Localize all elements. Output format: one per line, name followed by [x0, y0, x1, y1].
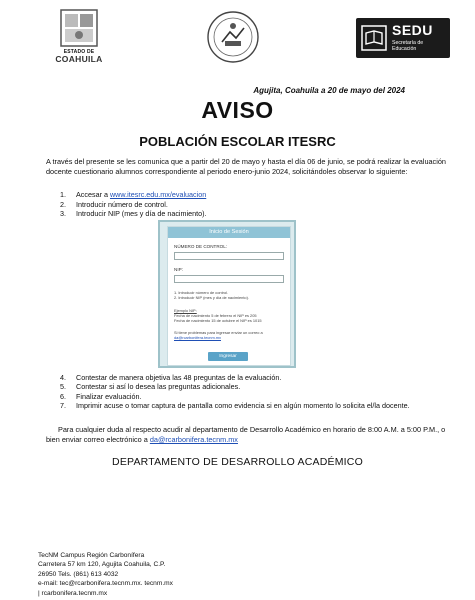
control-number-input[interactable] [174, 252, 284, 260]
footer-address: TecNM Campus Región Carbonífera Carretera 57 km 120, Agujita Coahuila, C.P. 26950 Tels. (861) 613 4032 e-mail: tec@rcarbonifera.tecnm.mx. tecnm.mx | rcarbonifera.tecnm.mx [38, 552, 173, 597]
help-email-link[interactable]: da@rcarbonifera.tecnm.mx [174, 334, 221, 340]
itesrc-seal-logo [206, 10, 260, 69]
contact-email-link[interactable]: da@rcarbonifera.tecnm.mx [149, 434, 238, 444]
state-label: ESTADO DE [63, 49, 95, 55]
institute-seal-icon [206, 10, 260, 64]
list-item: 3. Introducir NIP (mes y día de nacimiento). [60, 209, 207, 218]
steps-list-part-2 [60, 373, 430, 411]
list-item: 5. Contestar si así lo desea las preguntas adicionales. [60, 382, 241, 392]
login-screenshot [158, 220, 296, 368]
nip-input[interactable] [174, 275, 284, 283]
sedu-subtitle: Secretaría de Educación [392, 40, 424, 52]
sedu-name: SEDU [392, 22, 433, 38]
list-item: 2. Introducir número de control. [60, 199, 168, 209]
instructions-note: 1. Introducir número de control. 2. Introducir NIP (mes y día de nacimiento). [174, 290, 249, 300]
department-name: DEPARTAMENTO DE DESARROLLO ACADÉMICO [112, 456, 363, 468]
document-date: Agujita, Coahuila a 20 de mayo del 2024 [253, 86, 405, 95]
list-item: 4. Contestar de manera objetiva las 48 preguntas de la evaluación. [60, 373, 282, 382]
nip-example: Ejemplo NIP: Fecha de nacimiento 5 de febrero el NIP es 205 Fecha de nacimiento 15 de octubre el NIP es 1015 [174, 308, 262, 323]
coahuila-state-logo [52, 8, 106, 68]
login-button[interactable]: Ingresar [208, 352, 248, 361]
intro-paragraph: A través del presente se les comunica que a partir del 20 de mayo y hasta el día 06 de junio, se podrá realizar la evaluación docente cuestionario alumnos correspondiente al periodo enero-junio 2024, solicitándoles observar lo siguiente: [46, 157, 446, 176]
sedu-logo [356, 18, 450, 58]
contact-paragraph: Para cualquier duda al respecto acudir al departamento de Desarrollo Académico en horario de 8:00 A.M. a 5:00 P.M., o bien enviar correo electrónico a da@rcarbonifera.tecnm.mx [46, 425, 446, 444]
list-item: 1. Accesar a www.itesrc.edu.mx/evaluacion [60, 190, 207, 199]
control-number-label: NÚMERO DE CONTROL: [174, 244, 228, 249]
login-panel [167, 226, 291, 366]
steps-list-part-1 [60, 190, 440, 219]
book-icon [361, 25, 387, 51]
coahuila-shield-icon [59, 8, 99, 48]
page-subtitle: POBLACIÓN ESCOLAR ITESRC [139, 134, 336, 149]
evaluation-link[interactable]: www.itesrc.edu.mx/evaluacion [109, 190, 207, 199]
list-item: 6. Finalizar evaluación. [60, 391, 142, 401]
help-note: Si tiene problemas para ingresar enviar un correo a da@rcarbonifera.tecnm.mx [174, 330, 263, 340]
page-title: AVISO [201, 97, 274, 123]
login-header: Inicio de Sesión [168, 227, 290, 238]
state-name: COAHUILA [55, 54, 103, 64]
nip-label: NIP: [174, 267, 183, 272]
list-item: 7. Imprimir acuse o tomar captura de pantalla como evidencia si en algún momento lo solicita el/la docente. [60, 401, 410, 411]
